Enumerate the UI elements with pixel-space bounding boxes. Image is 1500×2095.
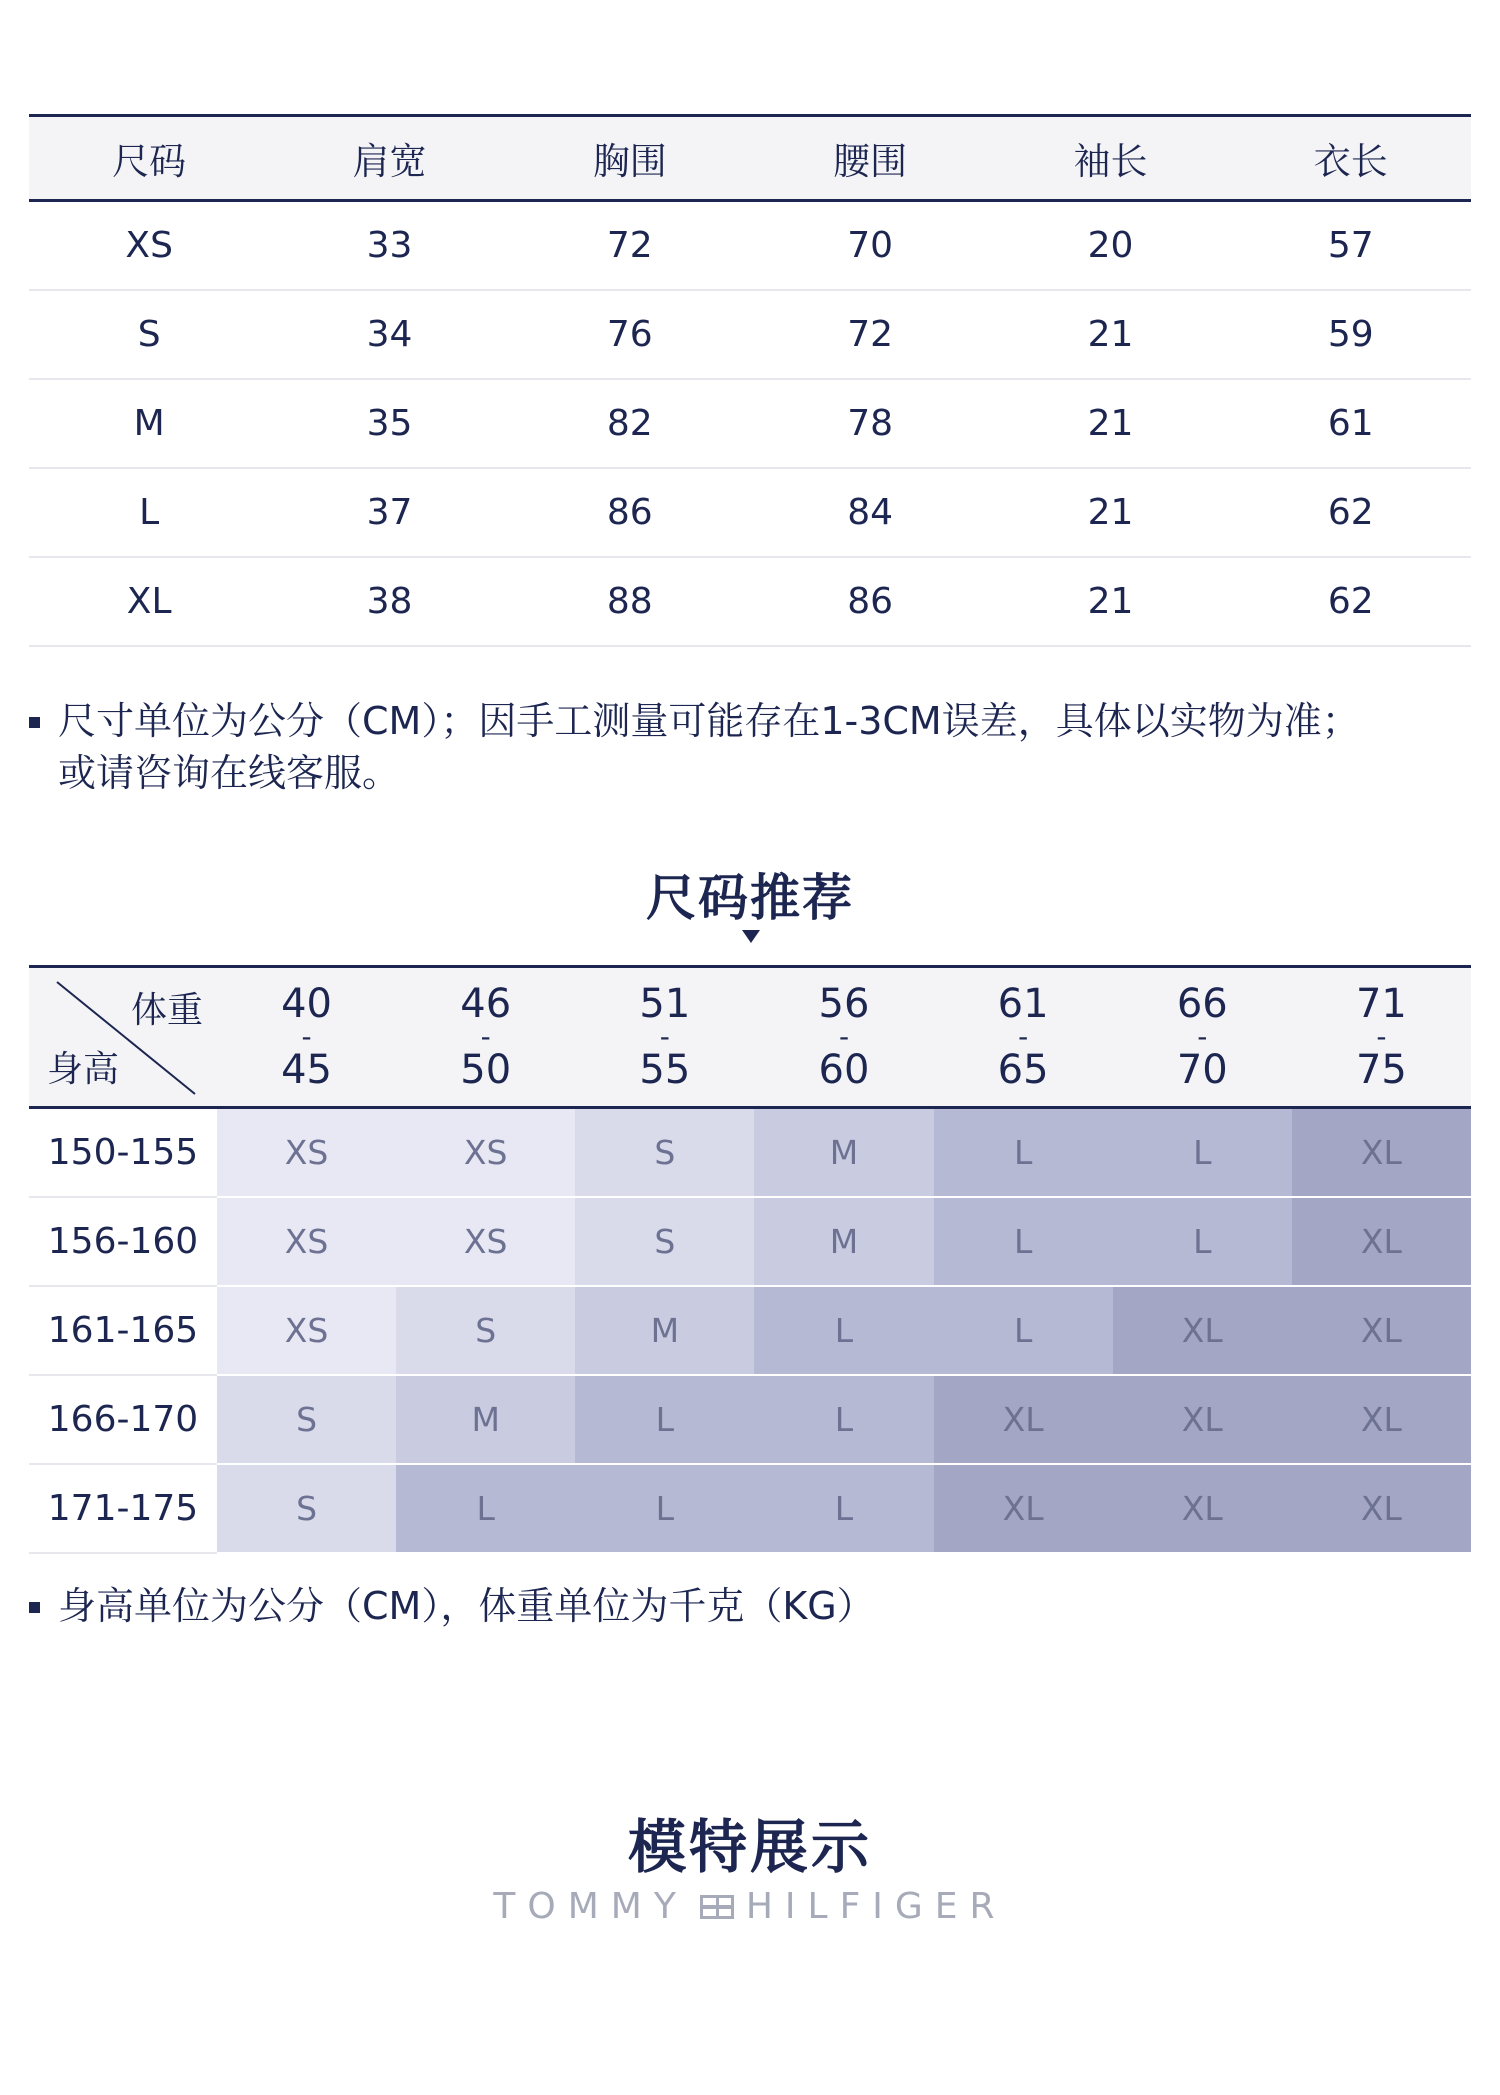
size-cell: S: [396, 1287, 575, 1376]
weight-range-header: [396, 968, 575, 1106]
weight-from: 40: [281, 981, 333, 1027]
brand-logo: [0, 1886, 1500, 1927]
size-table: [29, 114, 1471, 647]
table-cell: 37: [366, 492, 413, 533]
table-cell: XL: [126, 581, 172, 622]
table-cell: 62: [1327, 492, 1374, 533]
table-row: [29, 1198, 1471, 1287]
size-cell: S: [217, 1376, 396, 1465]
range-dash: -: [480, 1020, 491, 1053]
corner-height-label: 身高: [47, 1049, 120, 1090]
weight-range-header: [1113, 968, 1292, 1106]
size-cell: XL: [1292, 1198, 1471, 1287]
size-cell: XL: [1113, 1465, 1292, 1554]
table-row: [29, 291, 1471, 380]
size-cell: L: [934, 1109, 1113, 1198]
unit-note: [29, 1580, 1471, 1632]
size-cell: M: [754, 1109, 933, 1198]
weight-to: 65: [997, 1047, 1049, 1093]
range-dash: -: [1376, 1020, 1387, 1053]
weight-from: 61: [997, 981, 1049, 1027]
bullet-icon: [29, 717, 40, 728]
table-cell: 72: [606, 225, 653, 266]
weight-range-header: [1292, 968, 1471, 1106]
measurement-note-line2: 或请咨询在线客服。: [58, 751, 401, 795]
recommend-title: 尺码推荐: [646, 869, 854, 927]
header-length: 衣长: [1313, 140, 1388, 183]
table-row: [29, 1287, 1471, 1376]
size-cell: M: [575, 1287, 754, 1376]
weight-range-header: [217, 968, 396, 1106]
height-range: 171-175: [29, 1465, 217, 1554]
brand-right: HILFIGER: [745, 1886, 1007, 1927]
size-cell: L: [1113, 1198, 1292, 1287]
size-cell: M: [754, 1198, 933, 1287]
weight-range-header: [934, 968, 1113, 1106]
size-cell: XS: [396, 1198, 575, 1287]
table-cell: 38: [366, 581, 413, 622]
table-row: [29, 1109, 1471, 1198]
down-arrow-icon: [742, 930, 760, 943]
weight-from: 46: [460, 981, 512, 1027]
table-row: [29, 469, 1471, 558]
brand-left: TOMMY: [493, 1886, 688, 1927]
flag-icon: [700, 1895, 734, 1919]
size-table-body: [29, 202, 1471, 647]
table-cell: 70: [847, 225, 894, 266]
table-row: [29, 1465, 1471, 1554]
table-cell: 33: [366, 225, 413, 266]
size-cell: L: [1113, 1109, 1292, 1198]
corner-cell: [29, 968, 217, 1106]
weight-range-header: [575, 968, 754, 1106]
size-cell: S: [575, 1109, 754, 1198]
bullet-icon: [29, 1602, 40, 1613]
header-shoulder: 肩宽: [352, 140, 427, 183]
table-cell: 59: [1327, 314, 1374, 355]
weight-to: 50: [460, 1047, 512, 1093]
height-range: 166-170: [29, 1376, 217, 1465]
size-cell: XL: [934, 1376, 1113, 1465]
table-cell: 62: [1327, 581, 1374, 622]
model-title: 模特展示: [627, 1813, 872, 1881]
weight-from: 66: [1176, 981, 1228, 1027]
size-cell: L: [754, 1376, 933, 1465]
table-cell: 20: [1087, 225, 1134, 266]
table-cell: 72: [847, 314, 894, 355]
weight-to: 75: [1355, 1047, 1407, 1093]
table-cell: 76: [606, 314, 653, 355]
weight-to: 60: [818, 1047, 870, 1093]
size-cell: XL: [1292, 1287, 1471, 1376]
size-cell: XL: [934, 1465, 1113, 1554]
weight-to: 45: [281, 1047, 333, 1093]
size-cell: L: [754, 1287, 933, 1376]
table-row: [29, 558, 1471, 647]
size-cell: XS: [217, 1198, 396, 1287]
table-cell: XS: [125, 225, 173, 266]
size-cell: L: [575, 1465, 754, 1554]
range-dash: -: [659, 1020, 670, 1053]
size-cell: XL: [1292, 1465, 1471, 1554]
weight-from: 71: [1355, 981, 1407, 1027]
table-cell: 82: [606, 403, 653, 444]
table-cell: 78: [847, 403, 894, 444]
height-range: 150-155: [29, 1109, 217, 1198]
range-dash: -: [1197, 1020, 1208, 1053]
weight-to: 55: [639, 1047, 691, 1093]
weight-from: 51: [639, 981, 691, 1027]
weight-columns: [217, 968, 1471, 1106]
size-cell: L: [934, 1287, 1113, 1376]
size-cell: XL: [1113, 1287, 1292, 1376]
size-cell: XL: [1292, 1376, 1471, 1465]
size-cell: L: [396, 1465, 575, 1554]
table-cell: 21: [1087, 403, 1134, 444]
height-range: 156-160: [29, 1198, 217, 1287]
size-cell: L: [575, 1376, 754, 1465]
header-chest: 胸围: [592, 140, 667, 183]
table-cell: 21: [1087, 492, 1134, 533]
weight-from: 56: [818, 981, 870, 1027]
size-cell: XS: [217, 1109, 396, 1198]
table-cell: 84: [847, 492, 894, 533]
recommend-header: [29, 965, 1471, 1109]
table-cell: M: [133, 403, 165, 444]
header-sleeve: 袖长: [1073, 140, 1148, 183]
header-size: 尺码: [112, 140, 187, 183]
table-row: [29, 202, 1471, 291]
measurement-note-line1: 尺寸单位为公分（CM）；因手工测量可能存在1-3CM误差，具体以实物为准；: [58, 699, 1360, 743]
size-cell: L: [754, 1465, 933, 1554]
table-cell: 86: [847, 581, 894, 622]
size-cell: XS: [217, 1287, 396, 1376]
table-row: [29, 1376, 1471, 1465]
size-cell: XL: [1292, 1109, 1471, 1198]
range-dash: -: [1018, 1020, 1029, 1053]
table-cell: 86: [606, 492, 653, 533]
table-cell: 35: [366, 403, 413, 444]
range-dash: -: [301, 1020, 312, 1053]
table-cell: 61: [1327, 403, 1374, 444]
table-cell: 34: [366, 314, 413, 355]
table-cell: L: [139, 492, 160, 533]
height-range: 161-165: [29, 1287, 217, 1376]
table-cell: S: [137, 314, 161, 355]
measurement-note: [29, 695, 1471, 799]
table-cell: 21: [1087, 581, 1134, 622]
size-recommend-table: [29, 965, 1471, 1554]
weight-to: 70: [1176, 1047, 1228, 1093]
table-cell: 57: [1327, 225, 1374, 266]
size-cell: S: [575, 1198, 754, 1287]
size-cell: M: [396, 1376, 575, 1465]
table-cell: 88: [606, 581, 653, 622]
table-cell: 21: [1087, 314, 1134, 355]
size-cell: XS: [396, 1109, 575, 1198]
size-cell: L: [934, 1198, 1113, 1287]
table-row: [29, 380, 1471, 469]
unit-note-text: 身高单位为公分（CM），体重单位为千克（KG）: [58, 1584, 875, 1628]
range-dash: -: [838, 1020, 850, 1053]
size-cell: XL: [1113, 1376, 1292, 1465]
recommend-body: [29, 1109, 1471, 1554]
weight-range-header: [754, 968, 933, 1106]
header-waist: 腰围: [833, 140, 908, 183]
corner-weight-label: 体重: [130, 990, 203, 1031]
size-cell: S: [217, 1465, 396, 1554]
size-table-header: [29, 114, 1471, 202]
